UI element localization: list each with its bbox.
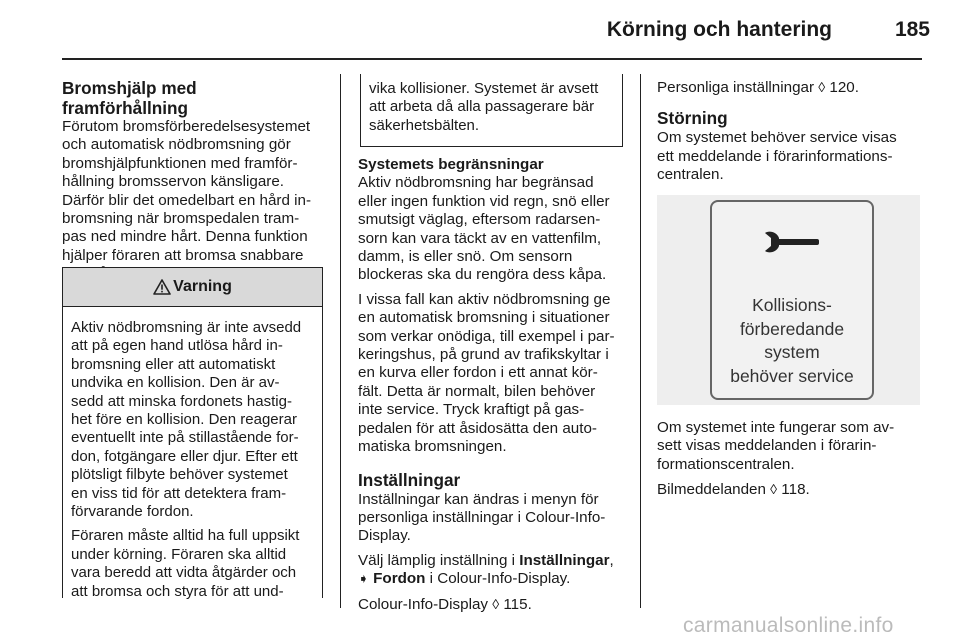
text-line: sett visas meddelanden i förarin- xyxy=(657,437,877,455)
warning-title: Varning xyxy=(173,278,232,295)
text-line: som verkar onödiga, till exempel i par- xyxy=(358,327,615,345)
brake-assist-paragraph xyxy=(62,118,324,284)
warning-paragraph-2 xyxy=(71,527,316,601)
text-line: bromsning när bromspedalen tram- xyxy=(62,210,300,228)
text-line: säkerhetsbälten. xyxy=(369,116,480,134)
column-3 xyxy=(657,78,927,185)
settings-paragraph-1 xyxy=(358,491,630,546)
text-line: blockeras ska du rengöra dess kåpa. xyxy=(358,266,607,284)
text-run: Välj lämplig inställning i xyxy=(358,551,520,569)
watermark: carmanualsonline.info xyxy=(683,614,894,637)
column-separator xyxy=(340,74,341,608)
text-line: ett meddelande i förarinformations- xyxy=(657,147,893,165)
settings-paragraph-2 xyxy=(358,552,630,589)
warning-paragraph-1 xyxy=(71,319,316,521)
column-1 xyxy=(62,78,324,284)
warning-box-continued xyxy=(360,74,623,147)
text-run: i Colour-Info-Display. xyxy=(425,570,571,588)
text-line: fält. Detta är normalt, bilen behöver xyxy=(358,382,596,400)
text-line: Om systemet behöver service visas xyxy=(657,129,897,147)
text-line: Display. xyxy=(358,527,411,545)
page-number: 185 xyxy=(894,18,930,41)
text-run: Colour-Info-Display xyxy=(358,595,493,613)
warning-box-header xyxy=(63,268,322,307)
column-2 xyxy=(358,156,630,614)
text-line: undvika en kollision. Den är av- xyxy=(71,374,280,392)
text-line: Därför blir det omedelbart en hård in- xyxy=(62,191,312,209)
text-line: en kurva eller fordon i ett annat kör- xyxy=(358,364,598,382)
text-line: Inställningar kan ändras i menyn för xyxy=(358,490,599,508)
text-run: Bilmeddelanden xyxy=(657,481,771,499)
menu-arrow-icon: ➧ xyxy=(358,571,369,587)
text-line: sedd att minska fordonets hastig- xyxy=(71,392,292,410)
text-line: inte service. Tryck kraftigt på gas- xyxy=(358,401,585,419)
text-line: vara beredd att vidta åtgärder och xyxy=(71,564,297,582)
text-line: Aktiv nödbromsning är inte avsedd xyxy=(71,319,302,336)
warning-body xyxy=(63,307,322,601)
page-reference-link[interactable]: 118. xyxy=(777,481,810,499)
fault-heading: Störning xyxy=(657,108,728,129)
text-line: Om systemet inte fungerar som av- xyxy=(657,419,895,436)
warning-box xyxy=(62,267,323,598)
text-run: Personliga inställningar xyxy=(657,79,819,96)
text-line: en viss tid för att detektera fram- xyxy=(71,484,287,502)
cross-reference-icon: ◊ xyxy=(492,595,500,612)
text-line: behöver service xyxy=(730,365,854,386)
text-line: eventuellt inte på stillastående for- xyxy=(71,429,299,447)
text-line: förvarande fordon. xyxy=(71,503,194,521)
text-line: personliga inställningar i Colour-Info- xyxy=(358,508,606,526)
column-3-lower xyxy=(657,419,927,500)
text-line: förberedande xyxy=(739,318,845,339)
text-line: pedalen för att åsidosätta den auto- xyxy=(358,419,597,437)
column-separator xyxy=(640,74,641,608)
text-line: smutsigt väglag, eftersom radarsen- xyxy=(358,211,601,229)
personal-settings-reference xyxy=(657,78,927,97)
text-line: Föraren måste alltid ha full uppsikt xyxy=(71,527,300,545)
text-line: att på egen hand utlösa hård in- xyxy=(71,337,283,355)
text-line: att arbeta då alla passagerare bär xyxy=(369,98,595,116)
text-line: formationscentralen. xyxy=(657,455,795,473)
system-limits-heading: Systemets begränsningar xyxy=(358,156,544,173)
page-reference-link[interactable]: 115. xyxy=(499,595,532,613)
display-message-text xyxy=(702,294,882,388)
fault-paragraph-3 xyxy=(657,480,927,499)
cross-reference-icon: ◊ xyxy=(770,481,778,498)
settings-heading: Inställningar xyxy=(358,469,461,490)
cross-reference-icon: ◊ xyxy=(818,79,826,95)
text-line: Förutom bromsförberedelsesystemet xyxy=(62,118,311,135)
running-header-title: Körning och hantering xyxy=(606,18,832,41)
text-line: sorn kan vara täckt av en vattenfilm, xyxy=(358,229,602,247)
driver-info-display-image xyxy=(657,195,920,405)
wrench-icon xyxy=(763,230,821,254)
text-line: Aktiv nödbromsning har begränsad xyxy=(358,174,594,192)
text-line: damm, is eller snö. Om sensorn xyxy=(358,248,573,266)
text-line: bromshjälpfunktionen med framför- xyxy=(62,154,298,172)
limits-paragraph-2 xyxy=(358,291,630,457)
page-reference-link[interactable]: 120. xyxy=(825,79,859,96)
text-line: en automatisk bromsning i situationer xyxy=(358,309,610,327)
text-line: eller ingen funktion vid regn, snö eller xyxy=(358,192,610,210)
text-line: vika kollisioner. Systemet är avsett xyxy=(369,80,599,97)
text-line: keringshus, på grund av trafikskyltar i xyxy=(358,346,609,364)
display-message-frame xyxy=(710,200,874,400)
text-run: , xyxy=(609,551,614,569)
fault-paragraph-2 xyxy=(657,419,927,474)
text-line: don, fotgängare eller djur. Efter ett xyxy=(71,447,298,465)
text-line: hållning bromsservon känsligare. xyxy=(62,173,285,191)
text-line: Kollisions- xyxy=(752,295,832,315)
text-line: hjälper föraren att bromsa snabbare xyxy=(62,246,304,264)
text-line: plötsligt filbyte behöver systemet xyxy=(71,466,288,484)
warning-continued-body xyxy=(361,74,622,135)
section-heading-brake-assist: Bromshjälp med framförhållning xyxy=(62,78,197,118)
header-rule xyxy=(62,58,922,60)
settings-paragraph-3 xyxy=(358,595,630,614)
text-line: under körning. Föraren ska alltid xyxy=(71,545,287,563)
text-line: matiska bromsningen. xyxy=(358,438,507,456)
menu-item-vehicle: Fordon xyxy=(373,570,426,588)
menu-item-settings: Inställningar xyxy=(519,551,610,569)
fault-paragraph-1 xyxy=(657,129,927,184)
limits-paragraph-1 xyxy=(358,174,630,284)
text-line: centralen. xyxy=(657,166,724,184)
text-line: pas ned mindre hårt. Denna funktion xyxy=(62,228,308,246)
text-line: het före en kollision. Den reagerar xyxy=(71,411,297,429)
text-line: bromsning eller att automatiskt xyxy=(71,355,276,373)
warning-triangle-icon xyxy=(153,279,171,295)
text-line: I vissa fall kan aktiv nödbromsning ge xyxy=(358,290,611,308)
text-line: system xyxy=(764,342,820,362)
text-line: att bromsa och styra för att und- xyxy=(71,582,284,600)
text-line: och automatisk nödbromsning gör xyxy=(62,136,291,154)
